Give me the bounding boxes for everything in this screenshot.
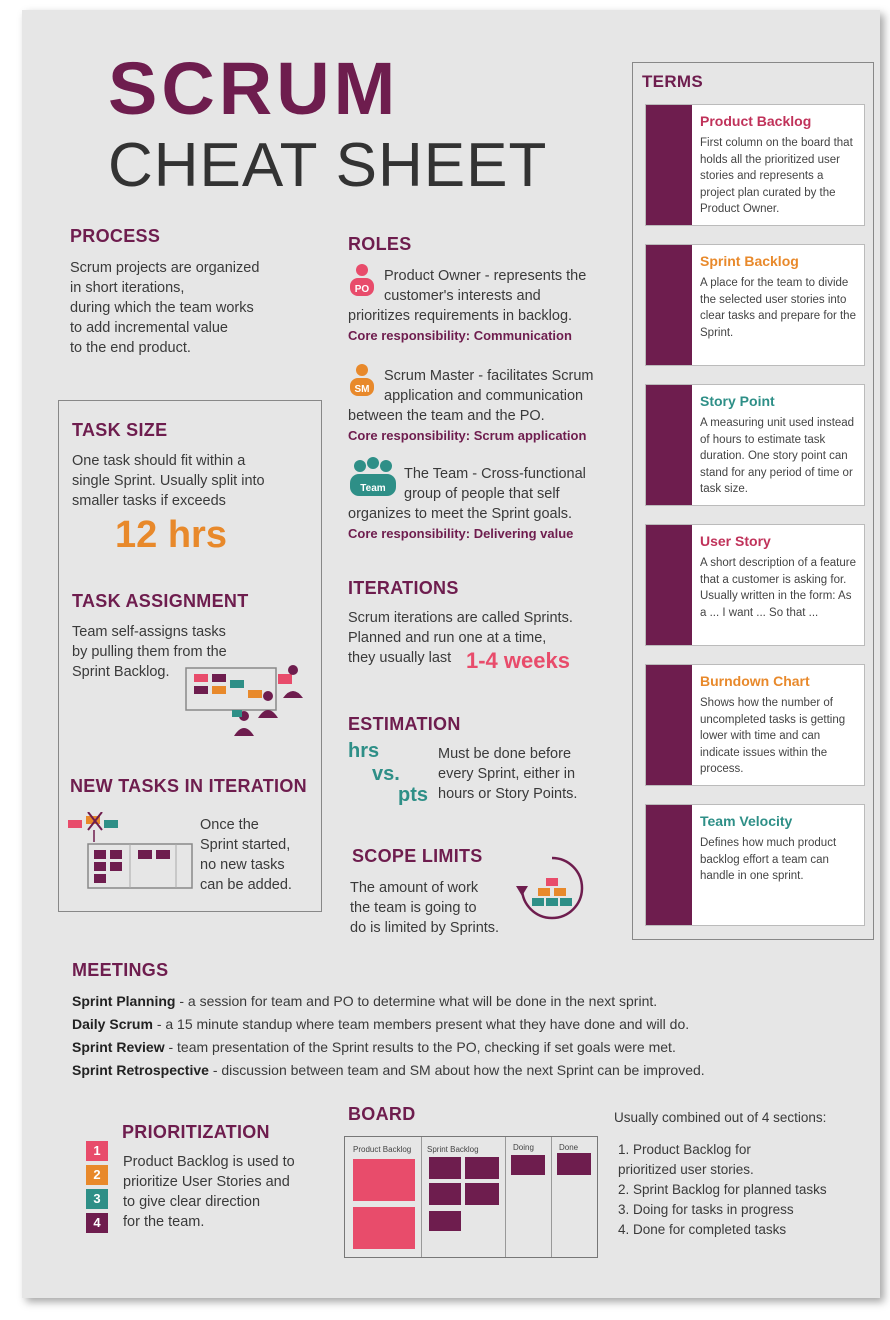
term-title: Product Backlog — [700, 113, 812, 129]
scope-heading: SCOPE LIMITS — [352, 846, 483, 866]
new-tasks-heading: NEW TASKS IN ITERATION — [70, 776, 307, 796]
scope-text — [350, 878, 499, 938]
priority-number-2: 2 — [86, 1165, 108, 1185]
board-intro: Usually combined out of 4 sections: — [614, 1110, 827, 1125]
task-assignment-line: Sprint Backlog. — [72, 664, 170, 680]
meeting-item — [72, 1036, 862, 1059]
new-tasks-illustration — [66, 812, 196, 894]
estimation-line: Must be done before — [438, 746, 572, 762]
prioritization-line: to give clear direction — [123, 1194, 261, 1210]
board-column-label: Doing — [513, 1143, 534, 1152]
process-line: during which the team works — [70, 300, 254, 316]
role-team-line: organizes to meet the Sprint goals. — [348, 506, 573, 522]
term-text: Shows how the number of uncompleted tasks is getting lower with time and can indicate issues within the process. — [700, 697, 846, 775]
process-heading: PROCESS — [70, 226, 161, 246]
iterations-highlight: 1-4 weeks — [466, 648, 570, 673]
board-card — [557, 1153, 591, 1175]
board-section-line: prioritized user stories. — [618, 1162, 754, 1177]
term-card-user-story — [645, 524, 865, 646]
term-text: A measuring unit used instead of hours to estimate task duration. One story point can stand for any period of time or task size. — [700, 417, 855, 495]
role-sm — [348, 366, 610, 446]
task-size-line: single Sprint. Usually split into — [72, 473, 265, 489]
board-section-line: 2. Sprint Backlog for planned tasks — [618, 1182, 827, 1197]
board-column-label: Product Backlog — [353, 1145, 412, 1154]
new-tasks-line: Sprint started, — [200, 837, 291, 853]
meeting-desc: - team presentation of the Sprint results to the PO, checking if set goals were met. — [164, 1039, 676, 1055]
iterations-line: Scrum iterations are called Sprints. — [348, 610, 573, 626]
process-line: to add incremental value — [70, 320, 228, 336]
term-card-product-backlog — [645, 104, 865, 226]
term-title: Sprint Backlog — [700, 253, 799, 269]
svg-text:SM: SM — [354, 384, 370, 395]
role-po-line: prioritizes requirements in backlog. — [348, 308, 573, 324]
prioritization-text — [123, 1152, 295, 1232]
iterations-heading: ITERATIONS — [348, 578, 459, 598]
term-bar — [646, 805, 692, 925]
term-title: Burndown Chart — [700, 673, 810, 689]
meeting-item — [72, 990, 862, 1013]
term-bar — [646, 525, 692, 645]
role-sm-line: Scrum Master - facilitates Scrum — [384, 368, 594, 384]
role-sm-core: Core responsibility: Scrum application — [348, 428, 587, 443]
estimation-line: every Sprint, either in — [438, 766, 576, 782]
term-bar — [646, 665, 692, 785]
term-text: Defines how much product backlog effort a team can handle in one sprint. — [700, 837, 837, 882]
role-po-line: customer's interests and — [384, 288, 541, 304]
board-card — [511, 1155, 545, 1175]
iterations-line: they usually last — [348, 650, 452, 666]
role-team-line: group of people that self — [404, 486, 560, 502]
new-tasks-line: no new tasks — [200, 857, 285, 873]
role-team — [348, 464, 610, 544]
meeting-desc: - a session for team and PO to determine what will be done in the next sprint. — [175, 993, 658, 1009]
priority-number-1: 1 — [86, 1141, 108, 1161]
new-tasks-line: can be added. — [200, 877, 292, 893]
process-line: in short iterations, — [70, 280, 185, 296]
new-tasks-text — [200, 815, 292, 895]
term-text: First column on the board that holds all the prioritized user stories and represents a project plan curated by the Product Owner. — [700, 137, 853, 215]
task-assignment-line: by pulling them from the — [72, 644, 227, 660]
svg-text:PO: PO — [354, 284, 370, 295]
term-card-sprint-backlog — [645, 244, 865, 366]
role-po-line: Product Owner - represents the — [384, 268, 587, 284]
board-card — [465, 1183, 499, 1205]
scope-line: The amount of work — [350, 880, 479, 896]
process-text — [70, 258, 259, 358]
board-sections — [618, 1140, 827, 1240]
estimation-line: hours or Story Points. — [438, 786, 578, 802]
task-size-line: smaller tasks if exceeds — [72, 493, 226, 509]
term-bar — [646, 385, 692, 505]
board-heading: BOARD — [348, 1104, 416, 1124]
role-sm-line: between the team and the PO. — [348, 408, 545, 424]
board-illustration — [344, 1136, 598, 1258]
term-title: User Story — [700, 533, 771, 549]
meeting-name: Sprint Planning — [72, 993, 176, 1009]
board-card — [429, 1157, 461, 1179]
board-section-line: 3. Doing for tasks in progress — [618, 1202, 794, 1217]
meeting-item — [72, 1059, 862, 1082]
estimation-heading: ESTIMATION — [348, 714, 461, 734]
prioritization-line: for the team. — [123, 1214, 205, 1230]
prioritization-line: prioritize User Stories and — [123, 1174, 290, 1190]
new-tasks-line: Once the — [200, 817, 259, 833]
board-card — [353, 1207, 415, 1249]
role-po — [348, 266, 610, 346]
prioritization-line: Product Backlog is used to — [123, 1154, 295, 1170]
estimation-pts: pts — [398, 784, 428, 806]
term-bar — [646, 245, 692, 365]
term-title: Team Velocity — [700, 813, 793, 829]
board-card — [429, 1211, 461, 1231]
terms-heading: TERMS — [642, 72, 703, 91]
prioritization-heading: PRIORITIZATION — [122, 1122, 270, 1142]
board-card — [429, 1183, 461, 1205]
term-card-story-point — [645, 384, 865, 506]
task-assignment-heading: TASK ASSIGNMENT — [72, 591, 249, 611]
board-card — [353, 1159, 415, 1201]
task-size-text — [72, 451, 265, 511]
estimation-vs: vs. — [372, 763, 400, 785]
roles-heading: ROLES — [348, 234, 412, 254]
task-size-line: One task should fit within a — [72, 453, 246, 469]
task-size-highlight: 12 hrs — [115, 514, 227, 556]
meetings-heading: MEETINGS — [72, 960, 169, 980]
term-bar — [646, 105, 692, 225]
task-size-heading: TASK SIZE — [72, 420, 168, 440]
estimation-text — [438, 744, 577, 804]
board-column-label: Done — [559, 1143, 579, 1152]
board-card — [465, 1157, 499, 1179]
term-text: A place for the team to divide the selected user stories into clear tasks and prepare for the Sprint. — [700, 277, 856, 339]
iterations-line: Planned and run one at a time, — [348, 630, 547, 646]
priority-number-4: 4 — [86, 1213, 108, 1233]
role-sm-line: application and communication — [384, 388, 584, 404]
title-cheat-sheet: CHEAT SHEET — [108, 131, 548, 200]
term-title: Story Point — [700, 393, 775, 409]
meeting-desc: - a 15 minute standup where team members present what they have done and will do. — [152, 1016, 690, 1032]
process-line: Scrum projects are organized — [70, 260, 260, 276]
scope-cycle-icon — [514, 852, 590, 922]
meeting-name: Daily Scrum — [72, 1016, 153, 1032]
meeting-name: Sprint Retrospective — [72, 1062, 209, 1078]
term-card-team-velocity — [645, 804, 865, 926]
svg-text:Team: Team — [360, 483, 386, 494]
process-line: to the end product. — [70, 340, 191, 356]
term-card-burndown-chart — [645, 664, 865, 786]
meeting-desc: - discussion between team and SM about how the next Sprint can be improved. — [208, 1062, 705, 1078]
board-column-label: Sprint Backlog — [427, 1145, 479, 1154]
task-assignment-line: Team self-assigns tasks — [72, 624, 226, 640]
board-section-line: 1. Product Backlog for — [618, 1142, 751, 1157]
role-team-line: The Team - Cross-functional — [404, 466, 586, 482]
role-po-core: Core responsibility: Communication — [348, 328, 572, 343]
meeting-item — [72, 1013, 862, 1036]
term-text: A short description of a feature that a customer is asking for. Usually written in the form: As a ... I want ... So that ... — [700, 557, 856, 619]
task-assignment-illustration — [180, 660, 304, 736]
title-scrum: SCRUM — [108, 47, 400, 130]
scope-line: do is limited by Sprints. — [350, 920, 500, 936]
priority-number-3: 3 — [86, 1189, 108, 1209]
meetings-list — [72, 990, 862, 1082]
role-team-core: Core responsibility: Delivering value — [348, 526, 574, 541]
board-section-line: 4. Done for completed tasks — [618, 1222, 787, 1237]
scope-line: the team is going to — [350, 900, 477, 916]
estimation-hrs: hrs — [348, 740, 380, 762]
meeting-name: Sprint Review — [72, 1039, 165, 1055]
